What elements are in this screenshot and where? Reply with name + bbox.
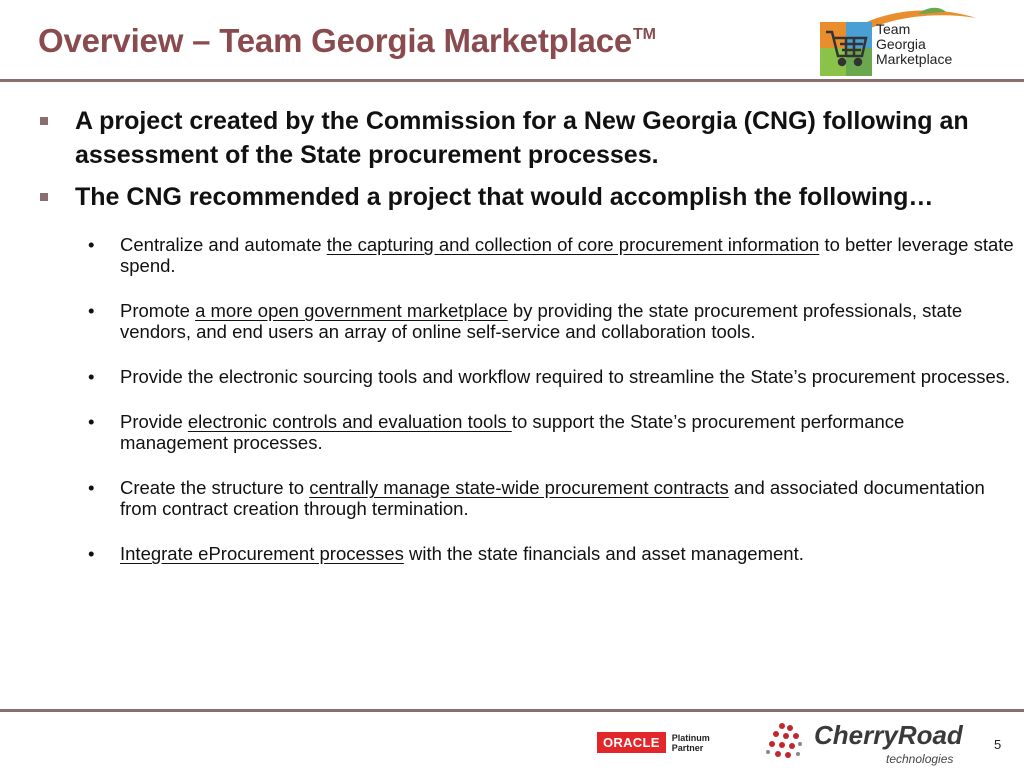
sub-bullet-item: [88, 366, 1015, 387]
sub-bullet-text-pre: Create the structure to: [120, 477, 310, 498]
slide-title-text: Overview – Team Georgia Marketplace: [38, 22, 633, 59]
logo-line-3: Marketplace: [876, 51, 953, 67]
cherry-icon: [762, 718, 810, 766]
cherryroad-logo: [762, 718, 962, 768]
underlined-phrase: a more open government marketplace: [195, 300, 508, 321]
bullet-item: [40, 180, 1015, 214]
sub-bullet-item: [88, 234, 1015, 276]
sub-bullet-item: [88, 411, 1015, 453]
sub-bullet-text-post: by providing the state procurement professionals, state vendors, and end users an array of online self-service and collaboration tools.: [120, 300, 963, 342]
dot-bullet-icon: •: [88, 411, 95, 432]
dot-bullet-icon: •: [88, 366, 95, 387]
square-bullet-icon: [40, 193, 48, 201]
sub-bullet-text-pre: Provide: [120, 411, 188, 432]
bullet-text: A project created by the Commission for a New Georgia (CNG) following an assessment of the State procurement processes.: [75, 107, 969, 169]
sub-bullet-text-pre: Provide the electronic sourcing tools and workflow required to streamline the State’s procurement processes.: [120, 366, 1011, 387]
oracle-partner-line-1: Platinum: [671, 732, 710, 743]
dot-bullet-icon: •: [88, 477, 95, 498]
footer-divider: [0, 709, 1024, 712]
sub-bullet-item: [88, 543, 1015, 564]
bullet-text: The CNG recommended a project that would accomplish the following…: [75, 183, 934, 211]
oracle-wordmark: ORACLE: [597, 732, 666, 753]
sub-bullet-item: [88, 477, 1015, 519]
page-number: 5: [994, 737, 1002, 752]
dot-bullet-icon: •: [88, 543, 95, 564]
underlined-phrase: electronic controls and evaluation tools: [187, 411, 512, 432]
slide-title: [38, 22, 656, 60]
logo-wordmark: [876, 22, 952, 67]
oracle-partner-logo: [597, 732, 710, 753]
sub-bullet-text-post: with the state financials and asset management.: [403, 543, 804, 564]
underlined-phrase: Integrate eProcurement processes: [120, 543, 404, 564]
underlined-phrase: the capturing and collection of core procurement information: [326, 234, 820, 255]
sub-bullet-item: [88, 300, 1015, 342]
sub-bullet-list: [88, 234, 1015, 564]
cherryroad-tagline: technologies: [886, 752, 954, 766]
sub-bullet-text-post: and associated documentation from contract creation through termination.: [120, 477, 985, 519]
sub-bullet-text-pre: Centralize and automate: [120, 234, 327, 255]
header-divider: [0, 79, 1024, 82]
underlined-phrase: centrally manage state-wide procurement contracts: [309, 477, 729, 498]
sub-bullet-text-post: to better leverage state spend.: [120, 234, 1014, 276]
logo-line-2: Georgia: [876, 36, 926, 52]
slide-body: [40, 104, 1015, 588]
dot-bullet-icon: •: [88, 234, 95, 255]
logo-line-1: Team: [876, 21, 911, 37]
bullet-item: [40, 104, 1015, 172]
sub-bullet-text-pre: Promote: [120, 300, 196, 321]
team-georgia-marketplace-logo: [818, 6, 980, 80]
trademark-mark: TM: [633, 26, 656, 43]
oracle-partner-label: [672, 733, 710, 753]
dot-bullet-icon: •: [88, 300, 95, 321]
cherryroad-wordmark: CherryRoad: [814, 720, 963, 750]
square-bullet-icon: [40, 117, 48, 125]
oracle-partner-line-2: Partner: [671, 742, 704, 753]
sub-bullet-text-post: to support the State’s procurement performance management processes.: [120, 411, 905, 453]
